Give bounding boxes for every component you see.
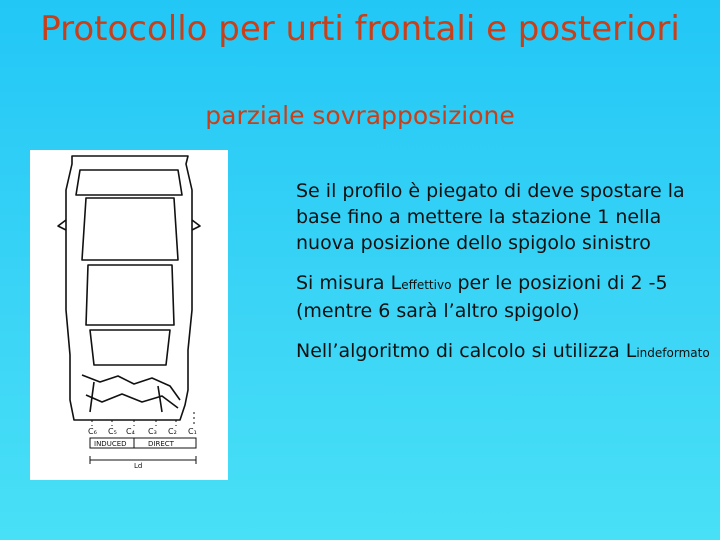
station-label: C₁: [188, 427, 197, 436]
station-label: C₅: [108, 427, 117, 436]
slide-subtitle: parziale sovrapposizione: [205, 101, 515, 130]
direct-label: DIRECT: [148, 440, 174, 448]
car-crush-diagram: [30, 150, 228, 480]
slide-title: Protocollo per urti frontali e posteriori: [40, 9, 680, 49]
induced-label: INDUCED: [94, 440, 127, 448]
subscript-effettivo: effettivo: [401, 278, 452, 292]
station-label: C₄: [126, 427, 135, 436]
measure-text-pre: Si misura L: [296, 272, 402, 294]
slide-body: [296, 178, 716, 380]
paragraph-profile-bent: Se il profilo è piegato di deve spostare la base fino a mettere la stazione 1 nella nuova posizione dello spigolo sinistro: [296, 180, 685, 254]
subscript-indeformato: indeformato: [636, 346, 710, 360]
ld-label: Ld: [134, 462, 143, 470]
paragraph-algorithm: [296, 338, 716, 366]
station-label: C₂: [168, 427, 177, 436]
car-outline-drawing: [30, 150, 228, 480]
paragraph-measure: [296, 270, 716, 324]
algorithm-text: Nell’algoritmo di calcolo si utilizza L: [296, 340, 637, 362]
station-label: C₆: [88, 427, 97, 436]
station-label: C₃: [148, 427, 157, 436]
measure-text-post: per le posizioni di 2 -5 (mentre 6 sarà l’altro spigolo): [296, 272, 668, 322]
